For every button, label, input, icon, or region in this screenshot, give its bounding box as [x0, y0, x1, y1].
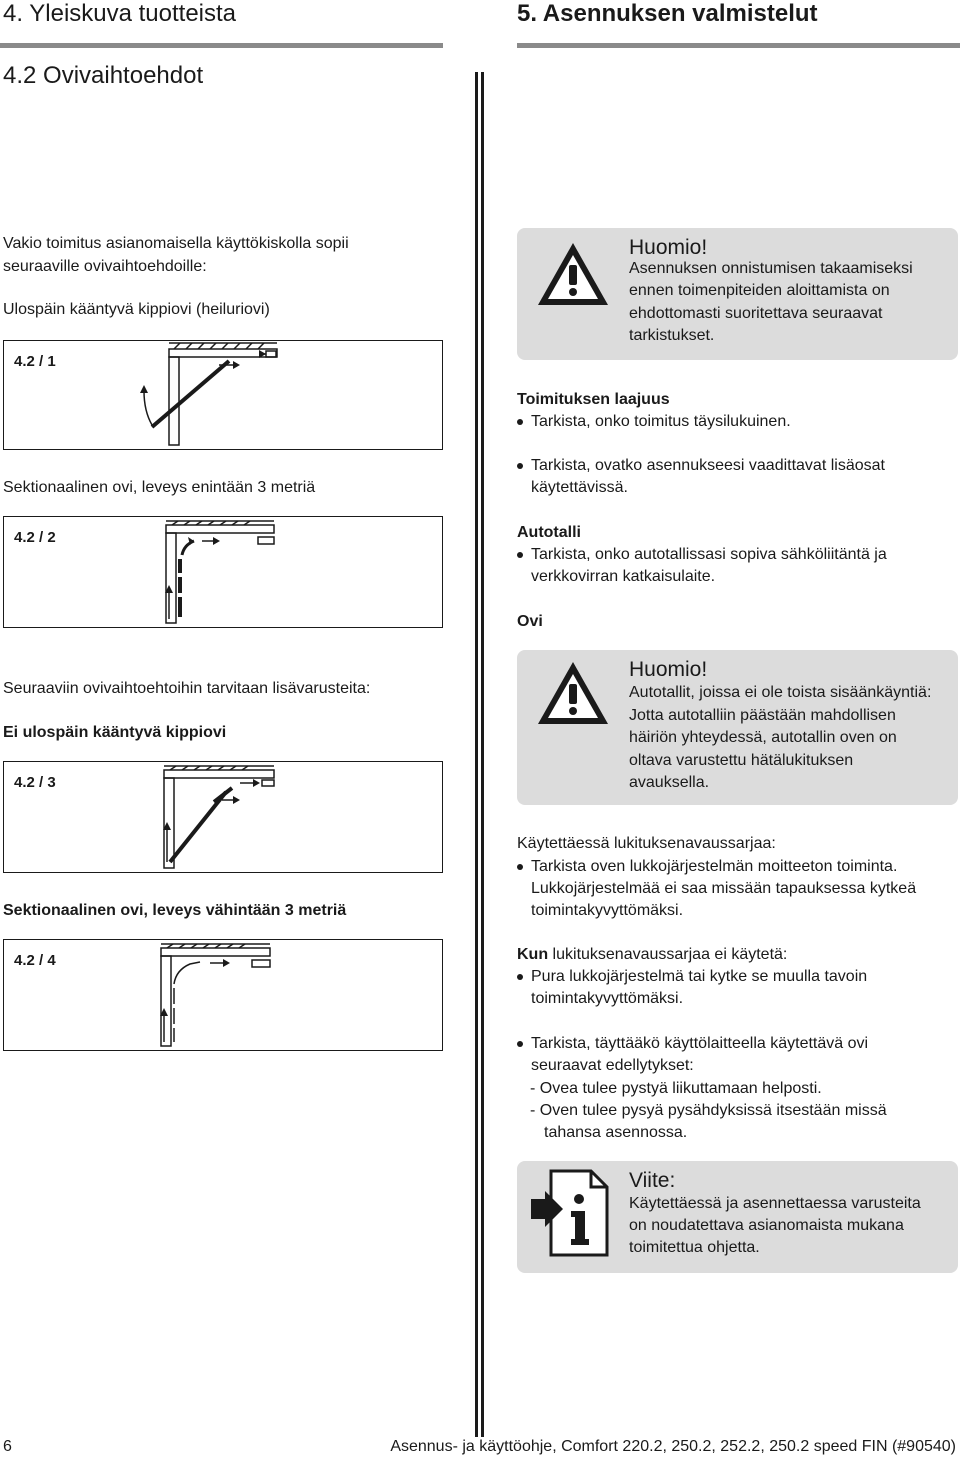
figure-4-2-4 — [3, 939, 443, 1051]
figure-label: 4.2 / 1 — [14, 353, 56, 370]
check-dash-2-line-1: - Oven tulee pysyä pysähdyksissä itsestään missä — [530, 1102, 887, 1119]
right-header-rule — [517, 43, 960, 48]
note-line: ennen toimenpiteiden aloittamista on — [629, 282, 890, 299]
lock-list — [517, 856, 916, 922]
note-line: ehdottomasti suoritettava seuraavat — [629, 305, 883, 322]
sectional-door-wide-diagram — [4, 940, 444, 1052]
note-line: tarkistukset. — [629, 327, 715, 344]
right-chapter-title: 5. Asennuksen valmistelut — [517, 0, 818, 27]
section-title: 4.2 Ovivaihtoehdot — [3, 62, 204, 89]
figure-label: 4.2 / 3 — [14, 774, 56, 791]
footer-doc-title: Asennus- ja käyttöohje, Comfort 220.2, 250.2, 252.2, 250.2 speed FIN (#90540) — [390, 1438, 956, 1455]
tilt-door-swing-out-diagram — [4, 341, 444, 451]
note-box-attention-1 — [517, 228, 958, 360]
note-box-reference — [517, 1161, 958, 1273]
sectional-door-narrow-diagram — [4, 517, 444, 629]
list-item: Tarkista, onko toimitus täysilukuinen. — [517, 411, 791, 433]
warning-icon — [536, 241, 610, 307]
garage-list — [517, 544, 887, 588]
scope-heading: Toimituksen laajuus — [517, 391, 670, 408]
intro-line-2: seuraaville ovivaihtoehdoille: — [3, 258, 207, 275]
nolock-list — [517, 966, 867, 1010]
door-heading: Ovi — [517, 613, 543, 630]
note-title: Huomio! — [629, 236, 708, 259]
page-number: 6 — [3, 1438, 12, 1455]
note-line: avauksella. — [629, 774, 710, 791]
note-box-attention-2 — [517, 650, 958, 805]
nolock-intro: Kun lukituksenavaussarjaa ei käytetä: — [517, 946, 788, 963]
tilt-door-no-swing-diagram — [4, 762, 444, 874]
check-list — [517, 1033, 868, 1077]
note-line: Asennuksen onnistumisen takaamiseksi — [629, 260, 913, 277]
note-line: Käytettäessä ja asennettaessa varusteita — [629, 1195, 921, 1212]
column-divider-2 — [481, 72, 484, 1437]
note-line: on noudatettava asianomaista mukana — [629, 1217, 904, 1234]
figure-label: 4.2 / 4 — [14, 952, 56, 969]
note-line: Jotta autotalliin päästään mahdollisen — [629, 707, 896, 724]
intro-line-1: Vakio toimitus asianomaisella käyttökiskolla sopii — [3, 235, 349, 252]
scope-list-2 — [517, 455, 885, 499]
check-dash-2-line-2: tahansa asennossa. — [544, 1124, 688, 1141]
note-title: Viite: — [629, 1169, 676, 1192]
figure-4-2-1 — [3, 340, 443, 450]
lock-intro: Käytettäessä lukituksenavaussarjaa: — [517, 835, 776, 852]
figure-4-2-3 — [3, 761, 443, 873]
figure-4-2-2 — [3, 516, 443, 628]
note-line: häiriön yhteydessä, autotallin oven on — [629, 729, 897, 746]
note-line: toimitettua ohjetta. — [629, 1239, 760, 1256]
list-item: Tarkista, ovatko asennukseesi vaadittavat lisäosat käytettävissä. — [517, 455, 885, 499]
option-3-heading: Ei ulospäin kääntyvä kippiovi — [3, 724, 227, 741]
garage-heading: Autotalli — [517, 524, 581, 541]
list-item: Tarkista oven lukkojärjestelmän moitteeton toiminta. Lukkojärjestelmää ei saa missään tapauksessa kytkeä toimintakyvyttömäksi. — [517, 856, 916, 922]
option-1-heading: Ulospäin kääntyvä kippiovi (heiluriovi) — [3, 301, 270, 318]
list-item: Tarkista, onko autotallissasi sopiva sähköliitäntä ja verkkovirran katkaisulaite. — [517, 544, 887, 588]
scope-list — [517, 411, 791, 433]
info-document-icon — [529, 1169, 613, 1257]
option-2-heading: Sektionaalinen ovi, leveys enintään 3 metriä — [3, 479, 316, 496]
left-header-rule — [0, 43, 443, 48]
option-4-heading: Sektionaalinen ovi, leveys vähintään 3 metriä — [3, 902, 347, 919]
note-line: oltava varustettu hätälukituksen — [629, 752, 854, 769]
note-title: Huomio! — [629, 658, 708, 681]
list-item: Pura lukkojärjestelmä tai kytke se muulla tavoin toimintakyvyttömäksi. — [517, 966, 867, 1010]
note-line: Autotallit, joissa ei ole toista sisäänkäyntiä: — [629, 684, 932, 701]
warning-icon — [536, 660, 610, 726]
list-item: Tarkista, täyttääkö käyttölaitteella käytettävä ovi seuraavat edellytykset: — [517, 1033, 868, 1077]
left-chapter-title: 4. Yleiskuva tuotteista — [3, 0, 237, 27]
column-divider-1 — [475, 72, 478, 1437]
extra-intro: Seuraaviin ovivaihtoehtoihin tarvitaan lisävarusteita: — [3, 680, 371, 697]
check-dash-1: - Ovea tulee pystyä liikuttamaan helposti. — [530, 1080, 822, 1097]
figure-label: 4.2 / 2 — [14, 529, 56, 546]
